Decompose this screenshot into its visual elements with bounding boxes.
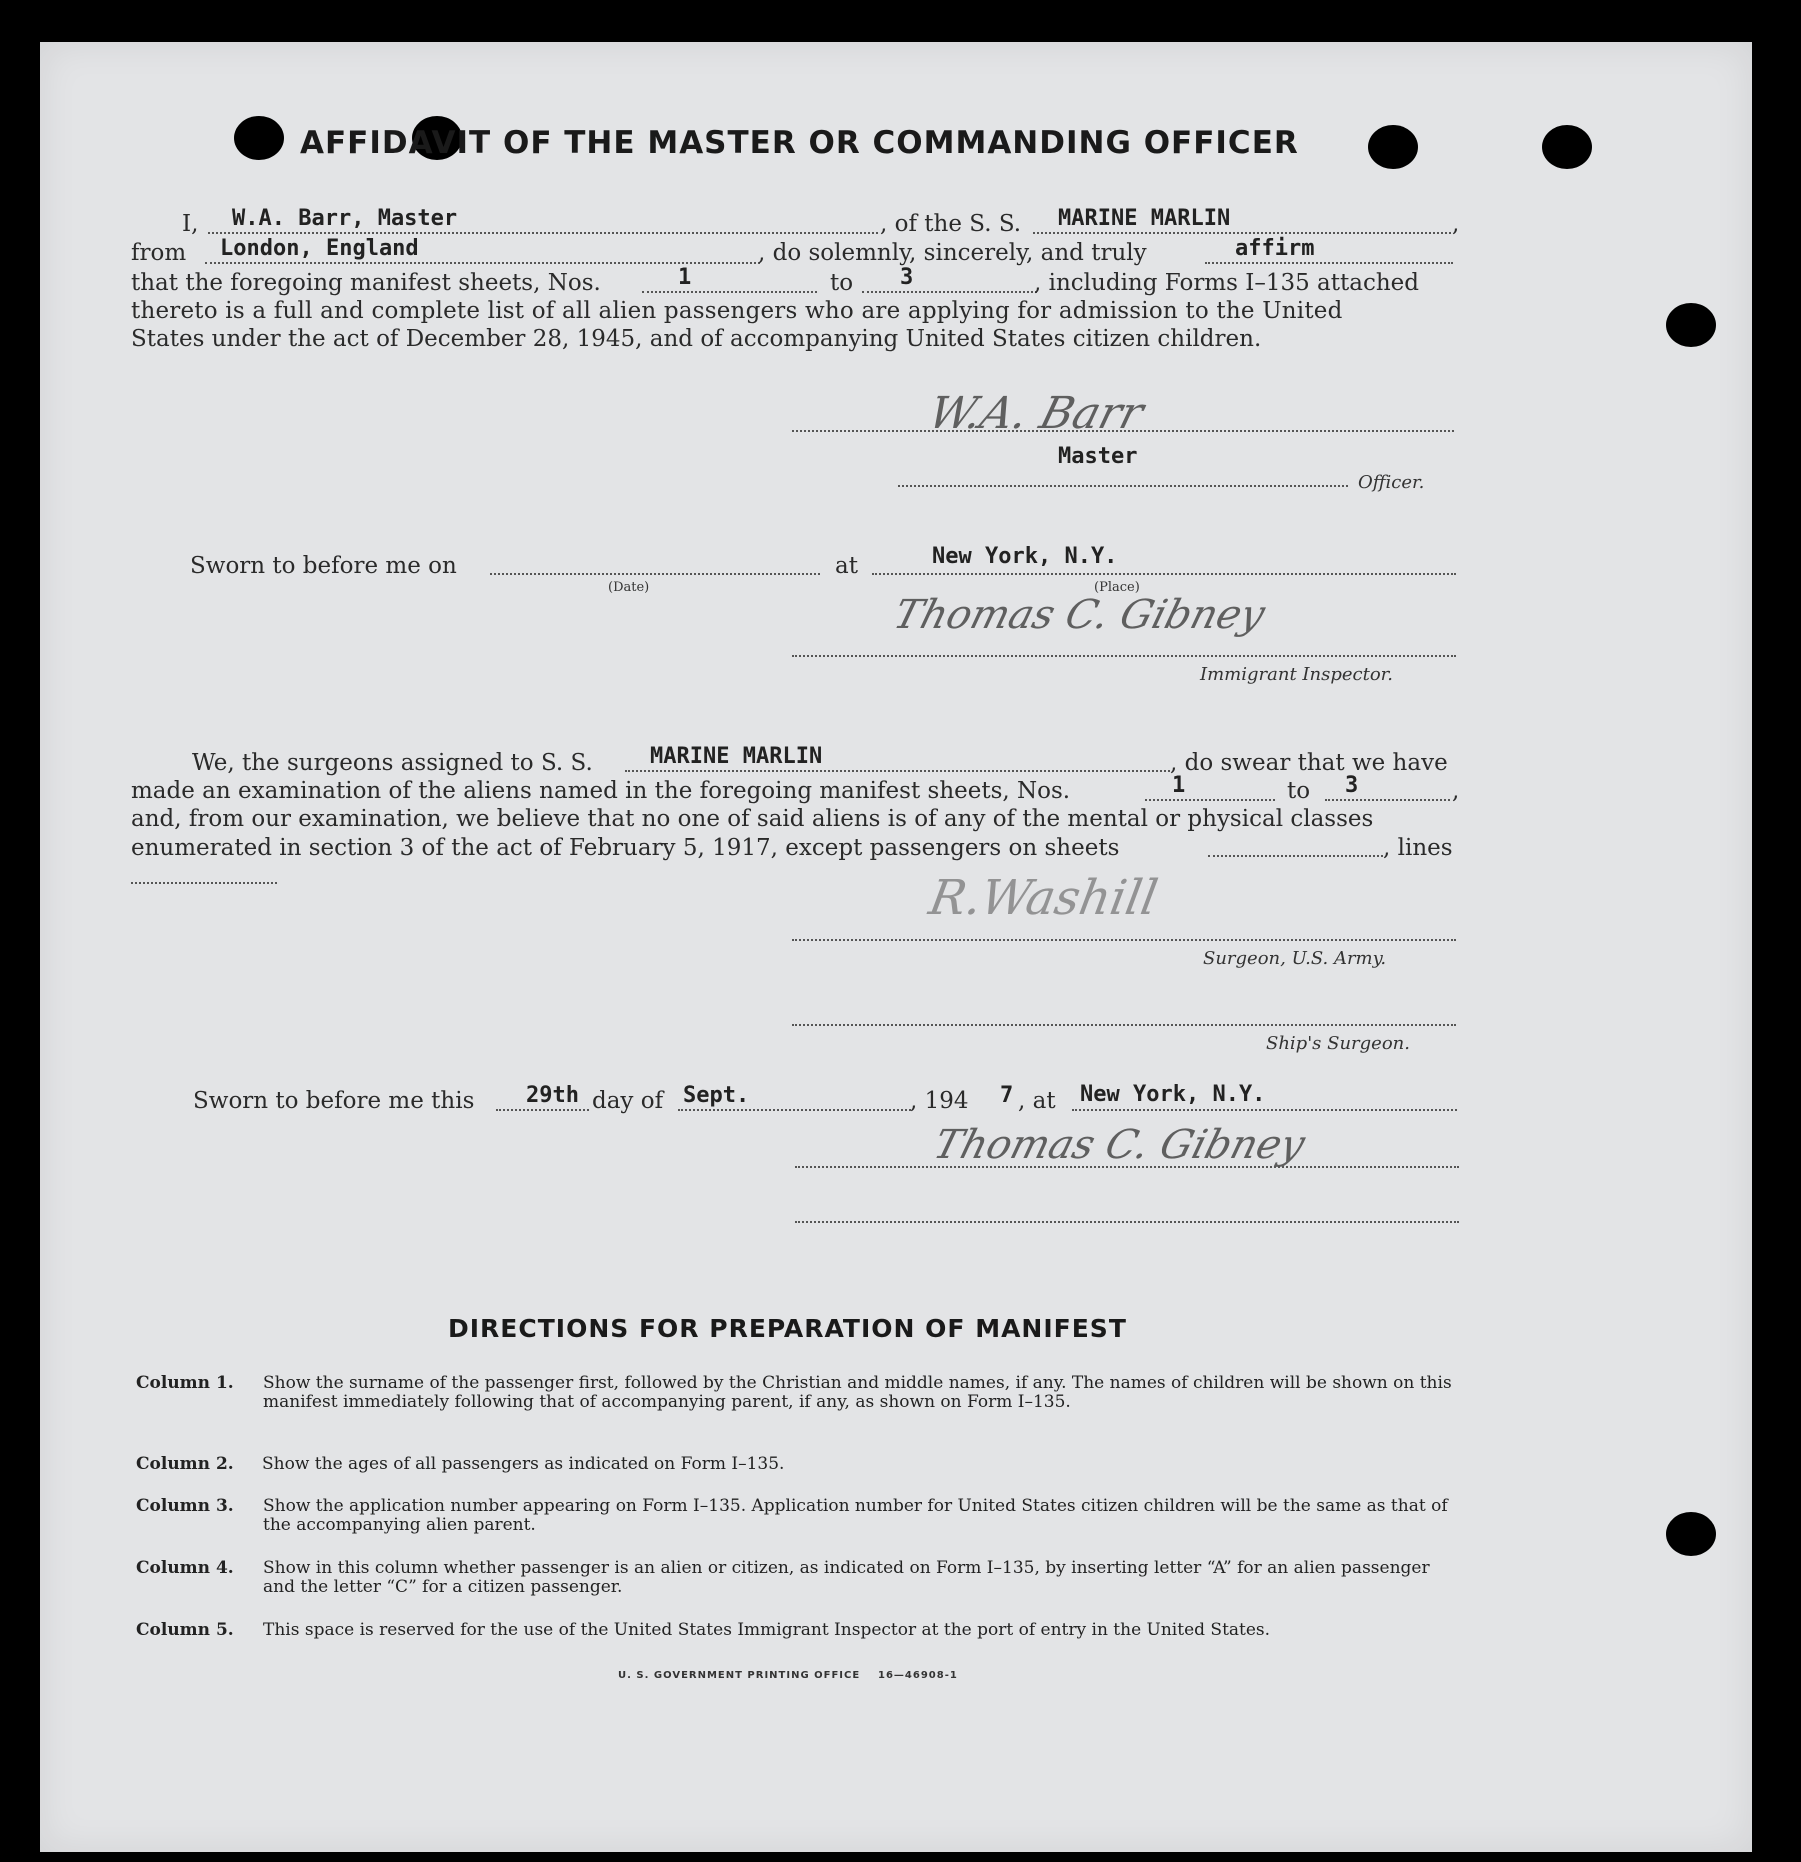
nos-from: 1	[678, 265, 692, 290]
sworn1-at: at	[835, 553, 858, 579]
sworn1-label: Sworn to before me on	[190, 553, 457, 579]
officer-label: Officer.	[1358, 472, 1425, 493]
column-1-label: Column 1.	[136, 1373, 234, 1393]
master-signature: W.A. Barr	[923, 388, 1149, 439]
surgeons-line1a: We, the surgeons assigned to S. S.	[192, 750, 593, 776]
ship-name: MARINE MARLIN	[1058, 206, 1231, 231]
punch-hole	[1368, 125, 1418, 169]
form-number: 16—46908-1	[878, 1670, 958, 1681]
punch-hole	[1542, 125, 1592, 169]
ships-surgeon-label: Ship's Surgeon.	[1266, 1033, 1410, 1054]
page-title: AFFIDAVIT OF THE MASTER OR COMMANDING OFFICER	[300, 125, 1299, 161]
solemnly-text: , do solemnly, sincerely, and truly	[758, 240, 1147, 266]
column-3-label: Column 3.	[136, 1496, 234, 1516]
sworn2-month: Sept.	[683, 1083, 750, 1108]
column-1-text: Show the surname of the passenger first, followed by the Christian and middle names, if any. The names of children will be shown on this manifest immediately following that of accompanying parent, if any, as shown on Form I–135.	[263, 1373, 1452, 1412]
punch-hole	[1666, 1512, 1716, 1556]
from-place: London, England	[220, 236, 419, 261]
affirm-line	[1205, 262, 1453, 264]
column-5-text: This space is reserved for the use of the United States Immigrant Inspector at the port of entry in the United States.	[263, 1620, 1271, 1640]
surgeon-label: Surgeon, U.S. Army.	[1203, 948, 1387, 969]
sworn2-year-prefix: , 194	[910, 1088, 969, 1114]
punch-hole	[234, 116, 284, 160]
sworn2-day-of: day of	[592, 1088, 664, 1114]
master-title: Master	[1058, 444, 1138, 469]
sworn2-place: New York, N.Y.	[1080, 1082, 1266, 1107]
affidavit-line4: thereto is a full and complete list of all alien passengers who are applying for admission to the United	[131, 298, 1343, 324]
inspector-signature-1: Thomas C. Gibney	[888, 592, 1270, 638]
inspector-signature-2: Thomas C. Gibney	[928, 1122, 1310, 1168]
sworn2-label: Sworn to before me this	[193, 1088, 475, 1114]
sworn2-year-digit: 7	[1000, 1083, 1014, 1108]
nos-to: 3	[900, 265, 914, 290]
surgeons-ship: MARINE MARLIN	[650, 744, 823, 769]
surgeons-nos-from: 1	[1172, 773, 1186, 798]
column-4-text: Show in this column whether passenger is an alien or citizen, as indicated on Form I–135, by inserting letter “A” for an alien passenger and the letter “C” for a citizen passenger.	[263, 1558, 1430, 1597]
i-label: I,	[182, 211, 199, 237]
affidavit-line3b: , including Forms I–135 attached	[1034, 270, 1419, 296]
inspector-label: Immigrant Inspector.	[1200, 664, 1394, 685]
from-line	[205, 262, 760, 264]
column-3-text: Show the application number appearing on Form I–135. Application number for United States citizen children will be the same as that of the accompanying alien parent.	[263, 1496, 1448, 1535]
directions-title: DIRECTIONS FOR PREPARATION OF MANIFEST	[448, 1314, 1127, 1343]
surgeons-line2a: made an examination of the aliens named in the foregoing manifest sheets, Nos.	[131, 778, 1071, 804]
punch-hole	[1666, 303, 1716, 347]
surgeon-signature: R.Washill	[925, 870, 1162, 926]
from-label: from	[131, 240, 187, 266]
surgeons-line4b: , lines	[1383, 835, 1453, 861]
affirm-value: affirm	[1235, 236, 1315, 261]
surgeons-line4a: enumerated in section 3 of the act of February 5, 1917, except passengers on sheets	[131, 835, 1120, 861]
column-5-label: Column 5.	[136, 1620, 234, 1640]
of-the-ss: , of the S. S.	[880, 211, 1022, 237]
sworn1-place: New York, N.Y.	[932, 544, 1118, 569]
column-2-text: Show the ages of all passengers as indicated on Form I–135.	[262, 1454, 785, 1474]
surgeons-line1b: , do swear that we have	[1170, 750, 1448, 776]
to-label: to	[830, 270, 854, 296]
place-caption: (Place)	[1094, 580, 1140, 595]
affidavit-line5: States under the act of December 28, 1945, and of accompanying United States citizen children.	[131, 326, 1262, 352]
sworn2-at: , at	[1018, 1088, 1056, 1114]
master-name: W.A. Barr, Master	[232, 206, 458, 231]
printer-credit: U. S. GOVERNMENT PRINTING OFFICE	[618, 1670, 861, 1681]
affidavit-line3a: that the foregoing manifest sheets, Nos.	[131, 270, 601, 296]
sworn2-day: 29th	[526, 1083, 579, 1108]
column-2-label: Column 2.	[136, 1454, 234, 1474]
surgeons-to: to	[1287, 778, 1311, 804]
surgeons-line3: and, from our examination, we believe that no one of said aliens is of any of the mental or physical classes	[131, 806, 1374, 832]
master-line	[208, 232, 878, 234]
date-caption: (Date)	[608, 580, 650, 595]
column-4-label: Column 4.	[136, 1558, 234, 1578]
surgeons-nos-to: 3	[1345, 773, 1359, 798]
ship-line	[1033, 232, 1451, 234]
